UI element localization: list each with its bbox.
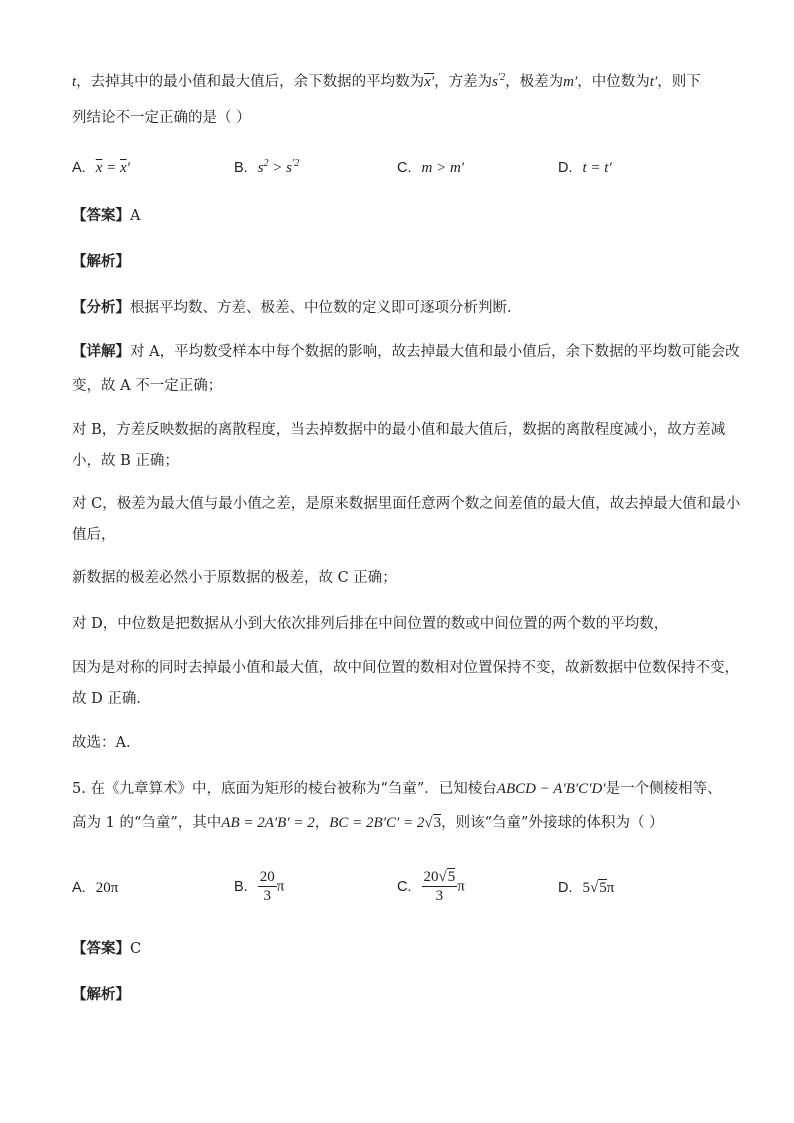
q4-detail-line5: 对 C，极差为最大值与最小值之差，是原来数据里面任意两个数之间差值的最大值，故去掉最大值和最小 xyxy=(72,496,741,512)
q5-option-c: C. $\frac{20√5}{3}$ π xyxy=(397,869,465,904)
q5-option-a: A. 20π xyxy=(72,880,119,896)
q5-stem-line2: 高为 1 的“刍童”，其中AB = 2A′B′ = 2，BC = 2B′C′ = 2√3，则该“刍童”外接球的体积为（ ） xyxy=(72,815,664,831)
q4-option-b: B. $s^2 > s^{'2}$ xyxy=(234,158,300,176)
q4-stem-line2: 列结论不一定正确的是（ ） xyxy=(72,110,251,126)
q4-stem-line1: t，去掉其中的最小值和最大值后，余下数据的平均数为x′，方差为$s^{'2}$，极差为m′，中位数为t′，则下 xyxy=(72,72,701,90)
q4-detail-line6: 值后， xyxy=(72,527,116,543)
q4-detail-line8: 对 D，中位数是把数据从小到大依次排列后排在中间位置的数或中间位置的两个数的平均数， xyxy=(72,616,669,632)
q4-option-c: C. m > m′ xyxy=(397,160,465,176)
q5-stem-line1: 5. 在《九章算术》中，底面为矩形的棱台被称为“刍童”．已知棱台ABCD − A′B′C′D′是一个侧棱相等、 xyxy=(72,781,722,797)
q5-answer: 【答案】C xyxy=(72,940,142,957)
q4-detail-line10: 故 D 正确． xyxy=(72,691,151,707)
q4-detail-line1: 【详解】对 A，平均数受样本中每个数据的影响，故去掉最大值和最小值后，余下数据的平均数可能会改 xyxy=(72,343,740,360)
xbar-prime: x′ xyxy=(424,74,435,90)
q4-option-a: A. $\overline{x} = \overline{x}'$ xyxy=(72,160,130,176)
q4-answer: 【答案】A xyxy=(72,207,141,224)
q4-jiexi-heading: 【解析】 xyxy=(72,253,130,270)
m-prime: m′ xyxy=(563,74,578,90)
q5-jiexi-heading: 【解析】 xyxy=(72,986,130,1003)
q4-fenxi: 【分析】根据平均数、方差、极差、中位数的定义即可逐项分析判断． xyxy=(72,299,522,316)
q5-option-d: D. 5√5π xyxy=(558,880,615,896)
q4-option-d: D. t = t′ xyxy=(558,160,612,176)
q5-option-b: B. $\frac{20}{3}$ π xyxy=(234,869,285,904)
q4-detail-line2: 变，故 A 不一定正确； xyxy=(72,378,223,394)
t-prime: t′ xyxy=(649,74,658,90)
q4-detail-line7: 新数据的极差必然小于原数据的极差，故 C 正确； xyxy=(72,570,397,586)
q4-detail-line9: 因为是对称的同时去掉最小值和最大值，故中间位置的数相对位置保持不变，故新数据中位数保持不变， xyxy=(72,660,739,676)
q4-detail-line4: 小，故 B 正确； xyxy=(72,453,179,469)
q4-detail-line3: 对 B，方差反映数据的离散程度，当去掉数据中的最小值和最大值后，数据的离散程度减小，故方差减 xyxy=(72,422,726,438)
s-prime-squared: $s^{'2}$ xyxy=(492,72,506,90)
q4-conclusion: 故选：A． xyxy=(72,735,141,751)
